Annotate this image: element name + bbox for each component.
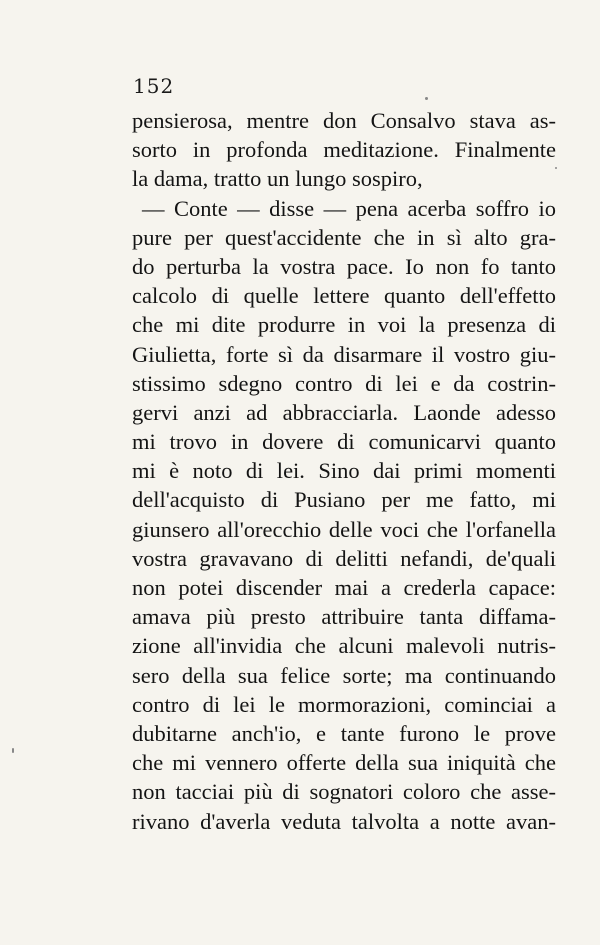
text-line: gervi anzi ad abbracciarla. Laonde adesso [132, 399, 556, 425]
text-line: contro di lei le mormorazioni, cominciai a [132, 691, 556, 717]
paper-speck [12, 748, 14, 753]
text-line: rivano d'averla veduta talvolta a notte avan- [132, 808, 556, 834]
text-line: non potei discender mai a crederla capace: [132, 575, 556, 600]
text-line: dell'acquisto di Pusiano per me fatto, mi [132, 487, 556, 513]
text-line: do perturba la vostra pace. Io non fo tanto [132, 253, 556, 279]
text-line: pure per quest'accidente che in sì alto gra- [132, 224, 556, 250]
text-line: sorto in profonda meditazione. Finalmente [132, 137, 556, 163]
text-line: vostra gravavano di delitti nefandi, de'quali [132, 545, 556, 571]
text-line: sero della sua felice sorte; ma continuando [132, 662, 556, 688]
text-line: che mi dite produrre in voi la presenza di [132, 312, 556, 338]
text-line: zione all'invidia che alcuni malevoli nutris- [132, 633, 556, 659]
page-number: 152 [133, 74, 175, 98]
text-line: stissimo sdegno contro di lei e da costrin- [132, 370, 556, 396]
paper-speck [555, 167, 557, 169]
text-line: pensierosa, mentre don Consalvo stava as- [132, 108, 556, 133]
text-line: amava più presto attribuire tanta diffama- [132, 604, 556, 630]
text-line: calcolo di quelle lettere quanto dell'effetto [132, 283, 556, 309]
paper-speck [425, 97, 428, 100]
text-line: che mi vennero offerte della sua iniquità che [132, 750, 556, 776]
text-line: mi è noto di lei. Sino dai primi momenti [132, 458, 556, 484]
text-line: dubitarne anch'io, e tante furono le prove [132, 720, 556, 746]
text-line: mi trovo in dovere di comunicarvi quanto [132, 429, 556, 455]
text-line: — Conte — disse — pena acerba soffro io [142, 195, 556, 221]
text-line: la dama, tratto un lungo sospiro, [132, 166, 423, 192]
text-line: Giulietta, forte sì da disarmare il vostro giu- [132, 341, 556, 367]
text-line: non tacciai più di sognatori coloro che asse- [132, 779, 556, 805]
body-text [132, 106, 556, 836]
text-line: giunsero all'orecchio delle voci che l'orfanella [132, 516, 556, 542]
